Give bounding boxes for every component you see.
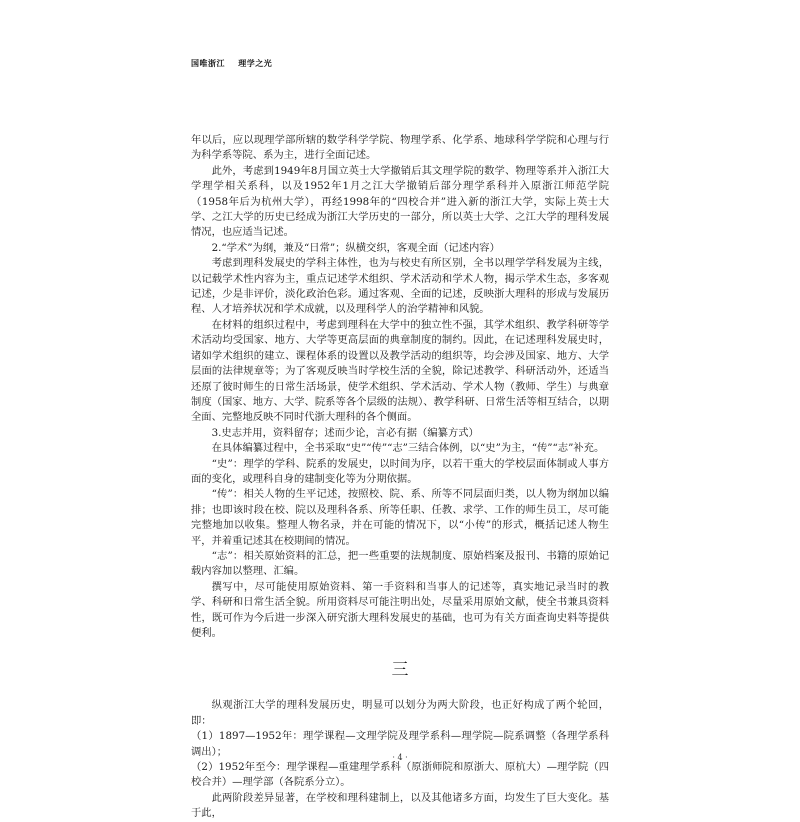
page-body — [191, 133, 609, 822]
running-header — [191, 58, 272, 69]
section-heading: 三 — [391, 660, 409, 681]
paragraph: 年以后，应以现理学部所辖的数学科学学院、物理学系、化学系、地球科学学院和心理与行为科学系等院、系为主，进行全面记述。 — [191, 134, 609, 162]
paragraph: 考虑到理科发展史的学科主体性，也为与校史有所区别，全书以理学学科发展为主线，以记载学术性内容为主，重点记述学术组织、学术活动和学术人物，揭示学术生态，多客观记述，少是非评价，淡化政治色彩。通过客观、全面的记述，反映浙大理科的形成与发展历程、人才培养状况和学术成就，以及理科学人的治学精神和风貌。 — [191, 257, 609, 316]
page-number: · 4 · — [392, 753, 408, 762]
paragraph: “志”：相关原始资料的汇总，把一些重要的法规制度、原始档案及报刊、书籍的原始记载内容加以整理、汇编。 — [191, 549, 609, 578]
paragraph: 在具体编纂过程中，全书采取“史”“传”“志”三结合体例，以“史”为主，“传”“志”补充。 — [211, 442, 605, 455]
paragraph: 撰写中，尽可能使用原始资料、第一手资料和当事人的记述等，真实地记录当时的教学、科研和日常生活全貌。所用资料尽可能注明出处，尽量采用原始文献，使全书兼具资料性，既可作为今后进一步深入研究浙大理科发展史的基础，也可为有关方面查询史料等提供便利。 — [191, 580, 609, 639]
paragraph: 此外，考虑到1949年8月国立英士大学撤销后其文理学院的数学、物理等系并入浙江大学理学相关系科，以及1952年1月之江大学撤销后部分理学系科并入原浙江师范学院（1958年后为杭州大学），再经1998年的“四校合并”进入新的浙江大学，实际上英士大学、之江大学的历史已经成为浙江大学历史的一部分，所以英士大学、之江大学的理科发展情况，也应适当记述。 — [191, 164, 609, 239]
subheading: 3.史志并用，资料留存；述而少论，言必有据（编纂方式） — [211, 426, 479, 439]
paragraph: 纵观浙江大学的理科发展历史，明显可以划分为两大阶段，也正好构成了两个轮回，即： — [191, 699, 609, 727]
book-title: 国唯浙江 — [191, 59, 225, 68]
list-item: （2）1952年至今：理学课程—重建理学系科（原浙师院和原浙大、原杭大）—理学院（四校合并）—理学部（各院系分立）。 — [191, 761, 609, 789]
paragraph: “传”：相关人物的生平记述，按照校、院、系、所等不同层面归类，以人物为纲加以编排；也即该时段在校、院以及理科各系、所等任职、任教、求学、工作的师生员工，尽可能完整地加以收集。整理人物名录，并在可能的情况下，以“小传”的形式，概括记述人物生平，并着重记述其在校期间的情况。 — [191, 488, 609, 547]
book-subtitle: 理学之光 — [238, 59, 273, 68]
paragraph: 此两阶段差异显著，在学校和理科建制上，以及其他诸多方面，均发生了巨大变化。基于此， — [191, 791, 609, 820]
paragraph: 在材料的组织过程中，考虑到理科在大学中的独立性不强，其学术组织、教学科研等学术活动均受国家、地方、大学等更高层面的典章制度的制约。因此，在记述理科发展史时，诸如学术组织的建立、课程体系的设置以及教学活动的组织等，均会涉及国家、地方、大学层面的法律规章等；为了客观反映当时学校生活的全貌，除记述教学、科研活动外，还适当还原了彼时师生的日常生活场景，使学术组织、学术活动、学术人物（教师、学生）与典章制度（国家、地方、大学、院系等各个层级的法规）、教学科研、日常生活等相互结合，以期全面、完整地反映不同时代浙大理科的各个侧面。 — [191, 318, 609, 424]
paragraph: “史”：理学的学科、院系的发展史，以时间为序，以若干重大的学校层面体制或人事方面的变化，或理科自身的建制变化等为分期依据。 — [191, 457, 609, 485]
subheading: 2.“学术”为纲，兼及“日常”；纵横交织，客观全面（记述内容） — [211, 241, 500, 254]
list-item: （1）1897—1952年：理学课程—文理学院及理学系科—理学院—院系调整（各理学系科调出）； — [191, 730, 609, 758]
